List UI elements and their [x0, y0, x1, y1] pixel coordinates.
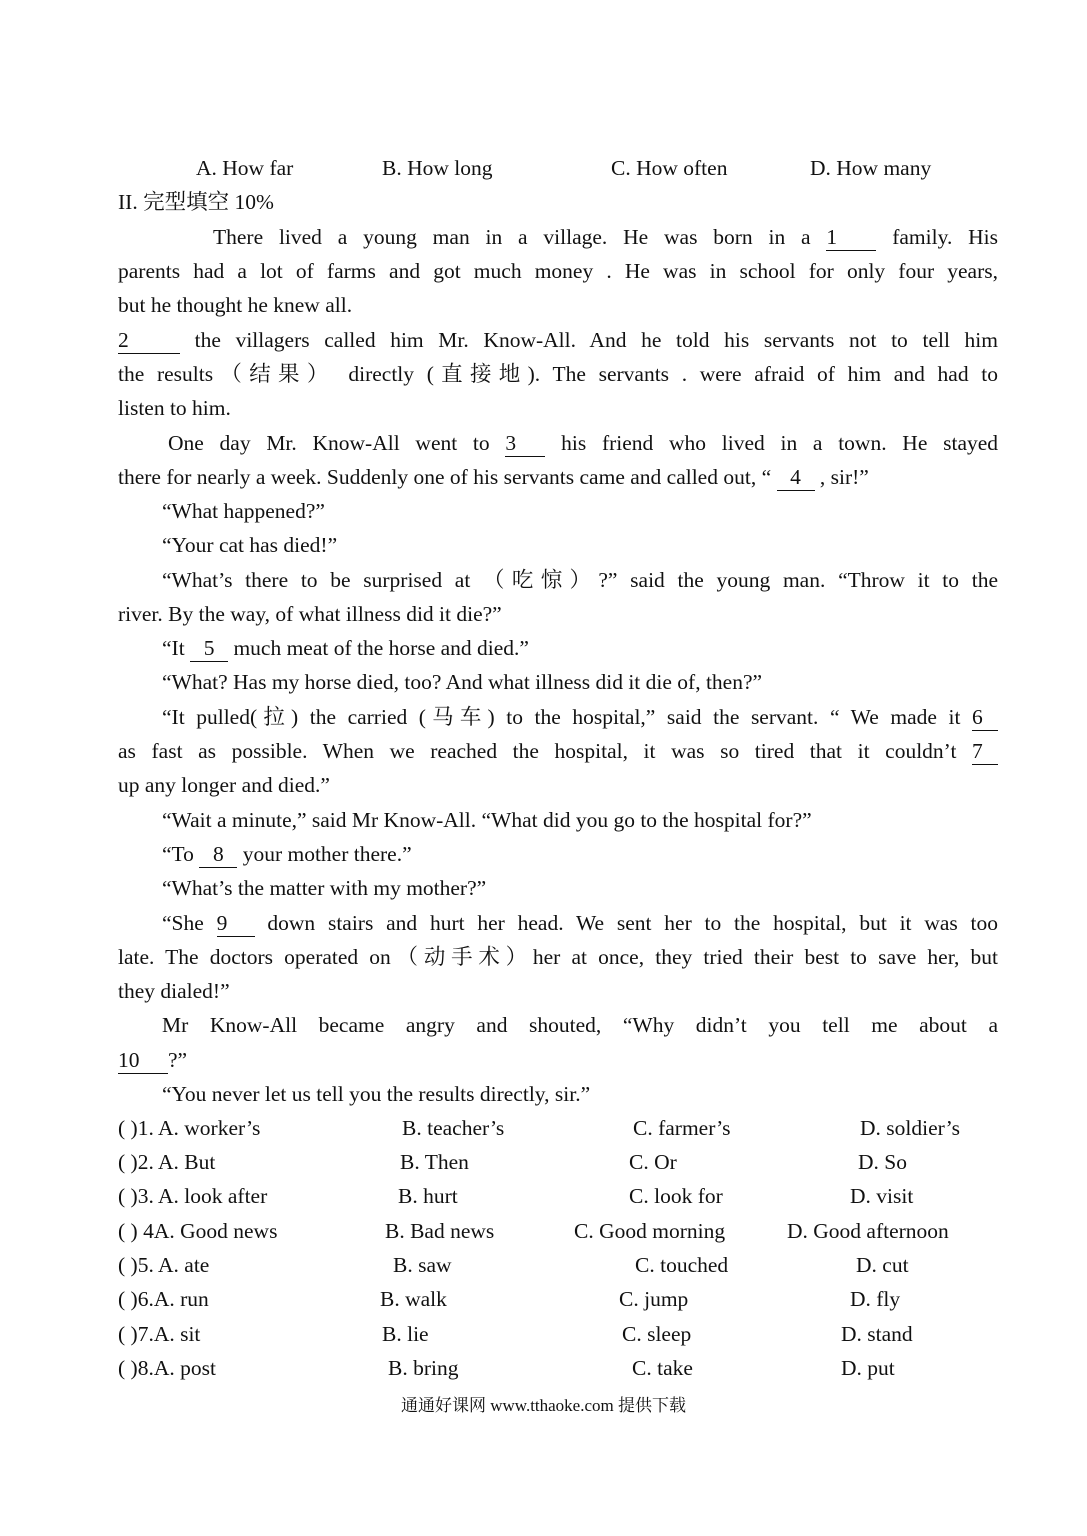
dialogue-line: “It pulled(拉) the carried (马车) to the hospital,” said the servant. “ We made it 6: [162, 700, 998, 734]
dialogue-line: “You never let us tell you the results directly, sir.”: [162, 1082, 591, 1106]
passage-line: but he thought he knew all.: [118, 293, 353, 317]
choice-d: D. cut: [856, 1253, 909, 1277]
choice-b: B. saw: [393, 1253, 452, 1277]
question-7: ( )7.A. sit: [118, 1322, 201, 1346]
passage-line: There lived a young man in a village. He was born in a 1 family. His: [213, 225, 999, 249]
blank-9: 9: [217, 910, 255, 937]
choice-c: C. farmer’s: [633, 1116, 731, 1140]
choice-d: D. fly: [850, 1287, 901, 1311]
question-5: ( )5. A. ate: [118, 1253, 210, 1277]
section-title: II. 完型填空 10%: [118, 190, 274, 214]
choice-c: C. look for: [629, 1184, 723, 1208]
choice-b: B. Then: [400, 1150, 469, 1174]
dialogue-line: late. The doctors operated on（动手术）her at once, they tried their best to save her, but: [118, 945, 998, 969]
passage-line: there for nearly a week. Suddenly one of his servants came and called out, “ 4 , sir!”: [118, 465, 869, 489]
choice-c: C. Or: [629, 1150, 677, 1174]
blank-6: 6: [972, 704, 998, 731]
dialogue-line: river. By the way, of what illness did it die?”: [118, 602, 502, 626]
dialogue-line: “What’s the matter with my mother?”: [162, 876, 487, 900]
option-b: B. How long: [382, 156, 493, 180]
option-d: D. How many: [810, 156, 932, 180]
passage-line: the results（结果） directly (直接地). The servants . were afraid of him and had to: [118, 362, 998, 386]
question-6: ( )6.A. run: [118, 1287, 209, 1311]
choice-b: B. lie: [382, 1322, 429, 1346]
blank-1: 1: [826, 224, 876, 251]
blank-2: 2: [118, 327, 180, 354]
passage-line: 2 the villagers called him Mr. Know-All. And he told his servants not to tell him: [118, 328, 999, 352]
choice-d: D. Good afternoon: [787, 1219, 949, 1243]
question-8: ( )8.A. post: [118, 1356, 216, 1380]
dialogue-line: as fast as possible. When we reached the hospital, it was so tired that it couldn’t 7: [118, 734, 998, 768]
passage-line: listen to him.: [118, 396, 231, 420]
choice-b: B. walk: [380, 1287, 447, 1311]
dialogue-line: “Your cat has died!”: [162, 533, 338, 557]
blank-5: 5: [190, 635, 228, 662]
passage-line: parents had a lot of farms and got much money . He was in school for only four years,: [118, 259, 998, 283]
dialogue-line: up any longer and died.”: [118, 773, 330, 797]
choice-d: D. stand: [841, 1322, 913, 1346]
dialogue-line: “It 5 much meat of the horse and died.”: [162, 636, 529, 660]
blank-7: 7: [972, 738, 998, 765]
choice-c: C. Good morning: [574, 1219, 726, 1243]
choice-d: D. So: [858, 1150, 907, 1174]
question-1: ( )1. A. worker’s: [118, 1116, 261, 1140]
choice-b: B. teacher’s: [402, 1116, 505, 1140]
option-a: A. How far: [196, 156, 294, 180]
choice-c: C. jump: [619, 1287, 689, 1311]
dialogue-line: “She 9 down stairs and hurt her head. We sent her to the hospital, but it was too: [162, 911, 999, 935]
question-4: ( ) 4A. Good news: [118, 1219, 278, 1243]
choice-c: C. touched: [635, 1253, 729, 1277]
page-footer: 通通好课网 www.tthaoke.com 提供下载: [400, 1396, 687, 1415]
choice-b: B. bring: [388, 1356, 459, 1380]
dialogue-line: Mr Know-All became angry and shouted, “Why didn’t you tell me about a: [162, 1013, 998, 1037]
choice-d: D. soldier’s: [860, 1116, 960, 1140]
blank-4: 4: [777, 464, 815, 491]
choice-c: C. sleep: [622, 1322, 692, 1346]
dialogue-line: “What happened?”: [162, 499, 325, 523]
passage-line: One day Mr. Know-All went to 3 his friend who lived in a town. He stayed: [168, 431, 999, 455]
choice-d: D. put: [841, 1356, 895, 1380]
dialogue-line: 10 ?”: [118, 1048, 188, 1072]
choice-d: D. visit: [850, 1184, 914, 1208]
blank-10: 10: [118, 1047, 168, 1074]
dialogue-line: they dialed!”: [118, 979, 230, 1003]
blank-3: 3: [505, 430, 545, 457]
dialogue-line: “What’s there to be surprised at （吃惊）?” said the young man. “Throw it to the: [162, 568, 998, 592]
dialogue-line: “What? Has my horse died, too? And what illness did it die of, then?”: [162, 670, 763, 694]
question-2: ( )2. A. But: [118, 1150, 216, 1174]
dialogue-line: “Wait a minute,” said Mr Know-All. “What did you go to the hospital for?”: [162, 808, 812, 832]
choice-c: C. take: [632, 1356, 693, 1380]
choice-b: B. Bad news: [385, 1219, 495, 1243]
question-3: ( )3. A. look after: [118, 1184, 268, 1208]
option-c: C. How often: [611, 156, 728, 180]
dialogue-line: “To 8 your mother there.”: [162, 842, 412, 866]
blank-8: 8: [199, 841, 237, 868]
choice-b: B. hurt: [398, 1184, 458, 1208]
